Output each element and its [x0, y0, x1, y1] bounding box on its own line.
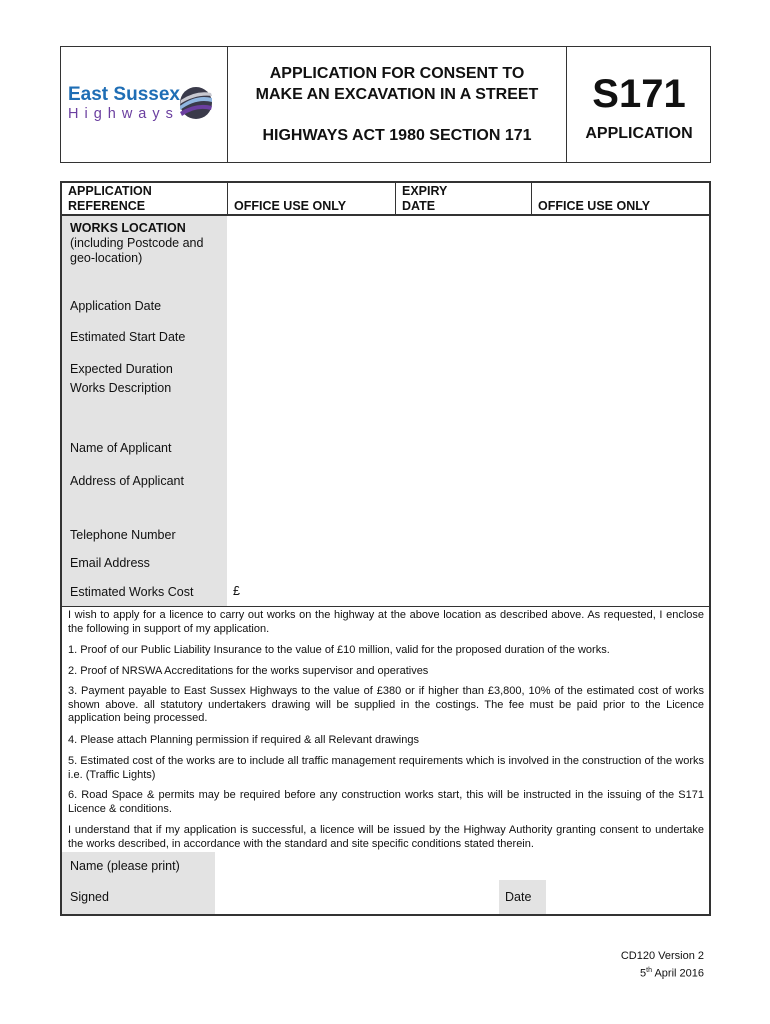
east-sussex-highways-logo: [66, 84, 222, 128]
estimated-start-date-input[interactable]: [227, 322, 711, 355]
signature-input[interactable]: [215, 880, 500, 916]
estimated-start-date-label: Estimated Start Date: [70, 330, 186, 344]
declaration-item-2: 2. Proof of NRSWA Accreditations for the works supervisor and operatives: [68, 665, 429, 677]
works-description-label: Works Description: [70, 381, 172, 395]
declaration-item-1: 1. Proof of our Public Liability Insurance to the value of £10 million, valid for the proposed duration of the works.: [68, 644, 610, 656]
declaration-item-3: 3. Payment payable to East Sussex Highways to the value of £380 or if higher than £3,800, 10% of the estimated cost of works shown above. all statutory undertakers drawing will be supplied in the costings. The fee must be paid prior to the Licence application being processed.: [68, 685, 704, 724]
name-of-applicant-label: Name of Applicant: [70, 441, 172, 455]
expected-duration-label: Expected Duration: [70, 362, 173, 376]
ref-divider-3: [531, 181, 532, 216]
application-reference-label: APPLICATION REFERENCE: [68, 184, 152, 213]
application-date-label: Application Date: [70, 299, 162, 313]
name-print-input[interactable]: [215, 852, 711, 881]
application-date-label-cell: [60, 291, 228, 323]
footer-date-day: 5: [640, 967, 647, 980]
address-of-applicant-label: Address of Applicant: [70, 474, 184, 488]
address-of-applicant-label-cell: [60, 463, 228, 522]
estimated-works-cost-input[interactable]: [227, 577, 711, 607]
currency-symbol: £: [233, 584, 240, 598]
expected-duration-input[interactable]: [227, 354, 711, 380]
works-description-input[interactable]: [227, 379, 711, 432]
telephone-number-input[interactable]: [227, 521, 711, 550]
footer-date-suffix: th: [646, 967, 653, 974]
address-of-applicant-input[interactable]: [227, 463, 711, 522]
name-print-label-cell: [60, 852, 216, 881]
signed-label-cell: [60, 880, 216, 916]
estimated-works-cost-label-cell: [60, 577, 228, 607]
works-location-label: WORKS LOCATION: [70, 221, 186, 235]
declaration-item-4: 4. Please attach Planning permission if required & all Relevant drawings: [68, 734, 419, 746]
ref-divider-2: [395, 181, 396, 216]
email-address-input[interactable]: [227, 549, 711, 578]
footer-date-rest: April 2016: [652, 967, 704, 980]
name-of-applicant-label-cell: [60, 431, 228, 464]
application-date-input[interactable]: [227, 291, 711, 323]
form-subtitle: HIGHWAYS ACT 1980 SECTION 171: [262, 127, 532, 144]
footer-date: [560, 964, 704, 981]
email-address-label-cell: [60, 549, 228, 578]
footer-version: CD120 Version 2: [620, 950, 704, 962]
date-label: Date: [505, 890, 532, 904]
form-code: S171: [592, 72, 686, 116]
works-location-input[interactable]: [227, 216, 711, 292]
expiry-date-label: EXPIRY DATE: [402, 184, 448, 213]
name-print-label: Name (please print): [70, 859, 180, 873]
declaration-intro: I wish to apply for a licence to carry out works on the highway at the above location as described above. As requested, I enclose the following in support of my application.: [68, 609, 704, 635]
declaration-item-5: 5. Estimated cost of the works are to include all traffic management requirements which is involved in the construction of the works i.e. (Traffic Lights): [68, 755, 704, 781]
date-input[interactable]: [546, 880, 711, 916]
telephone-number-label: Telephone Number: [70, 528, 176, 542]
works-location-label-cell: [60, 216, 228, 292]
logo-text-line1: East Sussex: [68, 84, 180, 105]
logo-text-line2: Highways: [68, 106, 179, 122]
telephone-number-label-cell: [60, 521, 228, 550]
date-label-cell: [499, 880, 547, 916]
declaration-understand: I understand that if my application is successful, a licence will be issued by the Highway Authority granting consent to undertake the works described, in accordance with the standard and site specific conditions stated therein.: [68, 824, 704, 850]
email-address-label: Email Address: [70, 556, 150, 570]
estimated-works-cost-label: Estimated Works Cost: [70, 585, 194, 599]
name-of-applicant-input[interactable]: [227, 431, 711, 464]
logo-swoosh-icon: [178, 86, 214, 120]
office-use-only-2: OFFICE USE ONLY: [538, 199, 651, 213]
expected-duration-label-cell: [60, 354, 228, 432]
signed-label: Signed: [70, 890, 109, 904]
estimated-start-date-label-cell: [60, 322, 228, 355]
declaration-item-6: 6. Road Space & permits may be required before any construction works start, this will be instructed in the issuing of the S171 Licence & conditions.: [68, 789, 704, 815]
works-location-sublabel: (including Postcode and geo-location): [70, 236, 204, 265]
office-use-only-1: OFFICE USE ONLY: [234, 199, 347, 213]
form-code-label: APPLICATION: [585, 125, 693, 142]
form-title-line1: APPLICATION FOR CONSENT TO: [269, 65, 525, 82]
ref-divider-1: [227, 181, 228, 216]
form-title-line2: MAKE AN EXCAVATION IN A STREET: [255, 86, 539, 103]
